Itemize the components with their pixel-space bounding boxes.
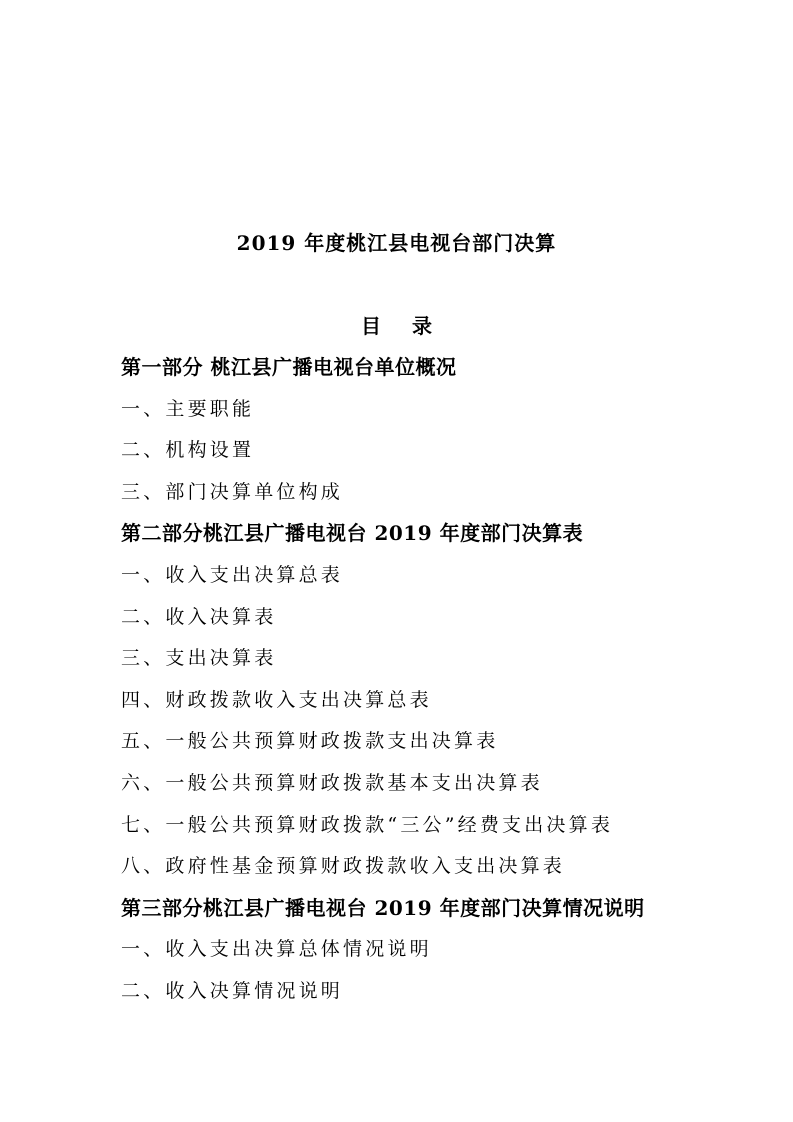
toc-item: 三、支出决算表 xyxy=(121,647,277,670)
toc-item: 二、机构设置 xyxy=(121,439,255,462)
toc-item: 二、收入决算情况说明 xyxy=(121,979,344,1002)
toc-section-part-2: 第二部分桃江县广播电视台 2019 年度部门决算表 xyxy=(121,521,584,546)
toc-item: 一、主要职能 xyxy=(121,397,255,420)
toc-heading: 目 录 xyxy=(361,314,444,338)
toc-item: 五、一般公共预算财政拨款支出决算表 xyxy=(121,730,499,753)
toc-section-part-3: 第三部分桃江县广播电视台 2019 年度部门决算情况说明 xyxy=(121,895,645,920)
toc-item: 六、一般公共预算财政拨款基本支出决算表 xyxy=(121,771,543,794)
toc-item: 七、一般公共预算财政拨款“三公”经费支出决算表 xyxy=(121,813,614,836)
toc-item: 四、财政拨款收入支出决算总表 xyxy=(121,688,432,711)
toc-item: 一、收入支出决算总表 xyxy=(121,563,344,586)
toc-item: 二、收入决算表 xyxy=(121,605,277,628)
toc-section-part-1: 第一部分 桃江县广播电视台单位概况 xyxy=(121,355,457,379)
toc-item: 一、收入支出决算总体情况说明 xyxy=(121,938,432,961)
toc-item: 三、部门决算单位构成 xyxy=(121,480,344,503)
toc-item: 八、政府性基金预算财政拨款收入支出决算表 xyxy=(121,855,566,878)
document-title: 2019 年度桃江县电视台部门决算 xyxy=(236,231,557,255)
table-of-contents xyxy=(121,353,681,1019)
